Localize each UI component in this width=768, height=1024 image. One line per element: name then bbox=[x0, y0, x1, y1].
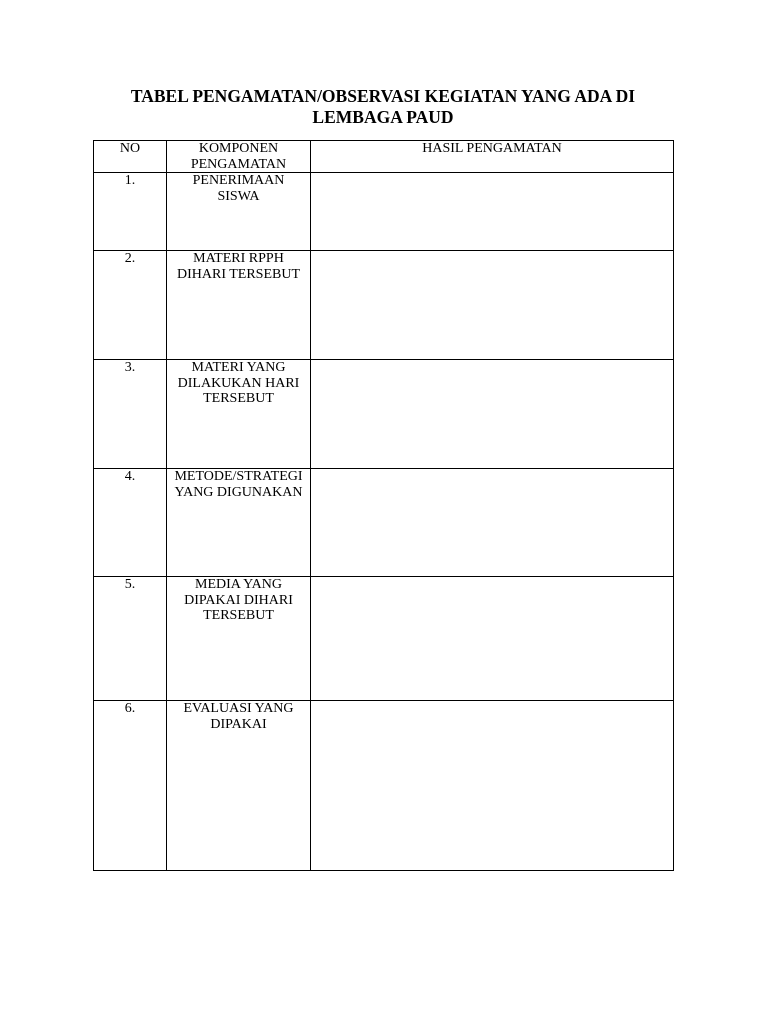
row-component: EVALUASI YANG DIPAKAI bbox=[167, 701, 311, 871]
row-result-cell bbox=[311, 469, 674, 577]
row-component: MATERI RPPH DIHARI TERSEBUT bbox=[167, 251, 311, 360]
table-row bbox=[94, 251, 674, 360]
title-line-1: TABEL PENGAMATAN/OBSERVASI KEGIATAN YANG ADA DI bbox=[130, 86, 636, 106]
header-component: KOMPONEN PENGAMATAN bbox=[167, 141, 311, 173]
row-result-cell bbox=[311, 173, 674, 251]
row-number: 3. bbox=[94, 360, 167, 469]
row-component: MEDIA YANG DIPAKAI DIHARI TERSEBUT bbox=[167, 577, 311, 701]
header-result: HASIL PENGAMATAN bbox=[311, 141, 674, 173]
table-row bbox=[94, 173, 674, 251]
table-row bbox=[94, 360, 674, 469]
row-number: 1. bbox=[94, 173, 167, 251]
row-result-cell bbox=[311, 360, 674, 469]
title-line-2: LEMBAGA PAUD bbox=[312, 107, 454, 127]
table-row bbox=[94, 701, 674, 871]
row-result-cell bbox=[311, 251, 674, 360]
row-result-cell bbox=[311, 701, 674, 871]
row-component: PENERIMAAN SISWA bbox=[167, 173, 311, 251]
row-number: 6. bbox=[94, 701, 167, 871]
header-no: NO bbox=[94, 141, 167, 173]
row-number: 4. bbox=[94, 469, 167, 577]
row-component: MATERI YANG DILAKUKAN HARI TERSEBUT bbox=[167, 360, 311, 469]
observation-table bbox=[93, 140, 674, 871]
row-component: METODE/STRATEGI YANG DIGUNAKAN bbox=[167, 469, 311, 577]
table-row bbox=[94, 577, 674, 701]
table-row bbox=[94, 469, 674, 577]
document-title bbox=[93, 86, 673, 128]
row-number: 5. bbox=[94, 577, 167, 701]
table-header-row bbox=[94, 141, 674, 173]
row-number: 2. bbox=[94, 251, 167, 360]
row-result-cell bbox=[311, 577, 674, 701]
